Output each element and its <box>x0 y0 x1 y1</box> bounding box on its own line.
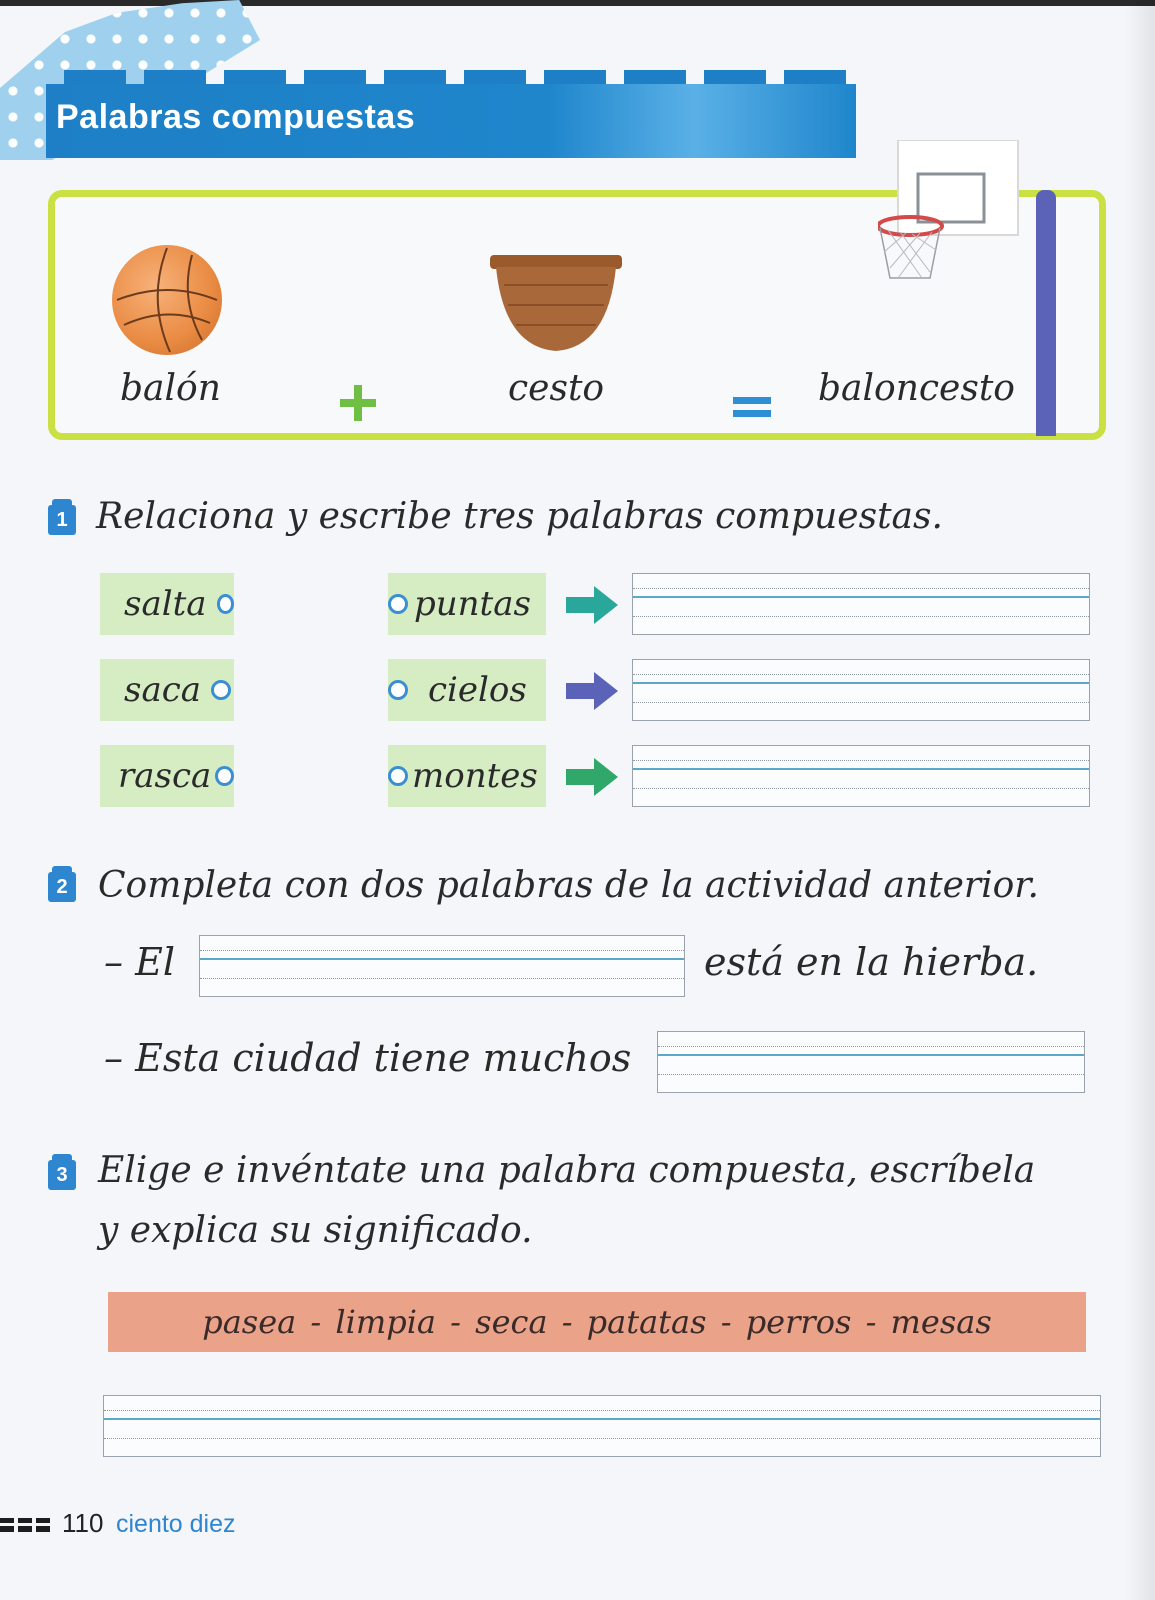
right-word: puntas <box>414 584 531 624</box>
left-word: rasca <box>118 756 212 796</box>
page-number-words: ciento diez <box>116 1510 236 1538</box>
ball-icon <box>112 245 222 355</box>
activity-2-instruction: Completa con dos palabras de la actividad anterior. <box>98 865 1039 906</box>
activity-1-instruction: Relaciona y escribe tres palabras compuestas. <box>96 496 943 537</box>
writing-line[interactable] <box>632 573 1090 635</box>
match-dot[interactable] <box>211 680 231 700</box>
activity-1-number: 1 <box>48 505 76 535</box>
right-word-chip[interactable] <box>388 659 546 721</box>
match-dot[interactable] <box>388 766 408 786</box>
arrow-right-icon <box>566 758 618 796</box>
example-word-2: cesto <box>508 368 605 409</box>
example-word-1: balón <box>120 368 221 409</box>
left-word: saca <box>124 670 202 710</box>
footer-decoration <box>0 1518 52 1532</box>
page-number: 110 <box>62 1508 104 1538</box>
activity-2-number: 2 <box>48 872 76 902</box>
match-dot[interactable] <box>388 680 408 700</box>
right-word-chip[interactable] <box>388 573 546 635</box>
arrow-right-icon <box>566 672 618 710</box>
word-bank: pasea - limpia - seca - patatas - perros - mesas <box>108 1292 1086 1352</box>
match-dot[interactable] <box>217 594 234 614</box>
match-dot[interactable] <box>215 766 234 786</box>
left-word: salta <box>124 584 207 624</box>
right-word: montes <box>412 756 538 796</box>
match-dot[interactable] <box>388 594 408 614</box>
page-title: Palabras compuestas <box>56 98 416 136</box>
plus-icon <box>340 385 376 421</box>
page-binding-shadow <box>1125 0 1155 1600</box>
left-word-chip[interactable] <box>100 573 234 635</box>
equals-icon <box>733 397 771 417</box>
sentence-1-end: está en la hierba. <box>704 940 1039 984</box>
writing-line[interactable] <box>632 745 1090 807</box>
example-result: baloncesto <box>818 368 1015 409</box>
basket-icon <box>490 255 622 355</box>
answer-writing-line[interactable] <box>103 1395 1101 1457</box>
basketball-hoop-icon <box>878 140 1058 290</box>
right-word-chip[interactable] <box>388 745 546 807</box>
activity-3-number: 3 <box>48 1160 76 1190</box>
activity-3-instruction-line-2: y explica su significado. <box>98 1210 533 1251</box>
left-word-chip[interactable] <box>100 745 234 807</box>
sentence-2-blank[interactable] <box>657 1031 1085 1093</box>
left-word-chip[interactable] <box>100 659 234 721</box>
sentence-1-blank[interactable] <box>199 935 685 997</box>
writing-line[interactable] <box>632 659 1090 721</box>
right-word: cielos <box>428 670 527 710</box>
arrow-right-icon <box>566 586 618 624</box>
sentence-2-start: – Esta ciudad tiene muchos <box>104 1036 632 1080</box>
activity-3-instruction-line-1: Elige e invéntate una palabra compuesta, escríbela <box>98 1150 1036 1191</box>
sentence-1-start: – El <box>104 940 175 984</box>
